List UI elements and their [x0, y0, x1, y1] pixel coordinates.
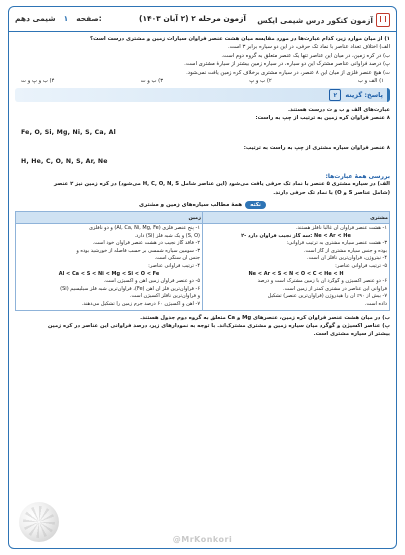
answer-options: [15, 78, 390, 84]
earth-elements-caption: ۸ عنصر فراوان کره زمین به ترتیب از چپ به راست:: [255, 115, 390, 122]
footer-line-1: ب) در میان هشت عنصر فراوان کره زمین، عنصرهای Mg و Ca متعلق به گروه دوم جدول هستند.: [140, 314, 390, 321]
content: [15, 35, 390, 339]
brand: [257, 13, 390, 27]
earth-elements: Fe, O, Si, Mg, Ni, S, Ca, Al: [21, 128, 116, 136]
table-row: ۵- دو عنصر فراوان زمین آهن و اکسیژن است.: [103, 278, 200, 285]
earth-column: [16, 224, 203, 311]
table-row: ۷- بیش از ۹۰٪ آن را هیدروژن (فراوان‌ترین عنصر) تشکیل: [267, 293, 387, 300]
table-row: (S, O) و یک شبه فلز (Si) دارد.: [134, 232, 200, 239]
page-header: [9, 7, 396, 32]
page-frame: [8, 6, 397, 549]
table-row: ۴- نیتروژن، فراوان‌ترین نافلز آن است.: [307, 255, 387, 262]
table-row: ۷- آهن و اکسیژن ۶۰ درصد جرم زمین را تشکیل می‌دهند.: [81, 301, 200, 307]
note-tag: [128, 201, 278, 209]
table-row: ۵- ترتیب فراوانی عناصر:: [335, 263, 387, 270]
page-info: [15, 14, 102, 23]
explanation-intro: عبارت‌های الف و ب و ت درست هستند.: [288, 107, 390, 114]
option-4: ۴) ب و پ و ت: [21, 78, 55, 85]
review-section: [15, 173, 390, 339]
table-row: ۲- فاقد گاز نجیب در هشت عنصر فراوان خود است.: [92, 240, 200, 247]
footer-line-3: بیشتر از سیاره مشتری است.: [313, 331, 390, 338]
brand-title: آزمون کنکور درس شیمی ایکس: [257, 15, 373, 25]
watermark: @MrKonkori: [172, 535, 233, 544]
table-row: Al < Ca < S < Ni < Mg < Si < O < Fe: [58, 270, 160, 277]
book-logo-icon: [376, 13, 390, 27]
jupiter-elements-caption: ۸ عنصر فراوان سیاره مشتری از چپ به راست به ترتیب:: [243, 144, 390, 151]
question-line-d: ت) هیچ عنصر فلزی از میان این ۸ عنصر، در سیاره مشتری برخلاف کره زمین یافت نمی‌شود.: [186, 69, 390, 76]
table-row: ۲- سه گاز نجیب فراوان دارد: Ne < Ar < He: [241, 232, 351, 239]
answer-bar: [15, 88, 390, 102]
answer-label: پاسخ: گزینه: [345, 91, 383, 100]
option-3: ۳) ب و ت: [140, 78, 164, 85]
question-line-c: پ) درصد فراوانی عناصر مشترک این دو سیاره، در سیاره زمین بیشتر از سیارهٔ مشتری است.: [184, 61, 390, 68]
review-line-1: الف) در سیاره مشتری ۵ عنصر با نماد تک حرفی یافت می‌شود (این عناصر شامل H, C, O, N, S می‌شود) در کره زمین نیز ۲ عنصر: [53, 181, 390, 188]
page-number: ۱: [63, 14, 69, 23]
review-line-2: (شامل عناصر S و O) با نماد تک حرفی دارند.: [273, 189, 390, 196]
footer-notes: [15, 314, 390, 339]
table-row: ۳- هشت عنصر سیاره مشتری به ترتیب فراوانی:: [286, 240, 387, 247]
table-row: ۶- فراوان‌ترین فلز آن آهن (Fe)، فراوان‌ترین شبه فلز سیلیسیم (Si): [60, 285, 200, 292]
footer-line-2: پ) عناصر اکسیژن و گوگرد میان سیاره زمین و مشتری مشترک‌اند. با توجه به نمودارهای زیر، درصد فراوانی این عناصر در کره زمین: [47, 323, 390, 329]
table-row: جنس آن سنگی است.: [154, 255, 200, 262]
option-1: ۱) الف و ب: [357, 78, 384, 85]
table-row: داده است.: [364, 301, 387, 307]
note-pill: نکته: [245, 201, 266, 209]
answer-number: ۲: [329, 89, 341, 101]
table-row: ۳- سومین سیاره شمسی بر حسب فاصله از خورشید بوده و: [76, 247, 200, 254]
option-2: ۲) ب و پ: [249, 78, 272, 85]
comparison-table: [15, 211, 390, 311]
table-row: ۱- هشت عنصر فراوان آن غالباً نافلز هستند.: [295, 225, 387, 232]
question-stem: ۱) از میان موارد زیر، کدام عبارت‌ها در مورد مقایسه میان هشت عنصر فراوان سیارات زمین و مشتری درست است؟: [90, 36, 390, 42]
table-row: Ne < Ar < S < N < O < C < He < H: [248, 270, 344, 277]
table-row: فراوانی این عناصر در مشتری کمتر از زمین است.: [282, 285, 387, 292]
table-header-jupiter: مشتری: [203, 212, 390, 224]
explanation: [15, 106, 390, 165]
exam-title: آزمون مرحله ۲ (۲ آبان ۱۴۰۳): [139, 14, 246, 23]
jupiter-column: [203, 224, 390, 311]
jupiter-elements: H, He, C, O, N, S, Ar, Ne: [21, 158, 108, 166]
table-row: بوده و جنس سیاره مشتری از گاز است.: [303, 247, 387, 254]
subject-label: شیمی دهم: [15, 14, 56, 23]
review-title: بررسی همهٔ عبارت‌ها:: [325, 173, 390, 181]
table-row: ۶- دو عنصر اکسیژن و گوگرد آن با زمین مشترک است و درصد: [257, 278, 387, 285]
page-label: صفحه:: [76, 14, 102, 23]
question-block: [15, 35, 390, 84]
table-row: و فراوان‌ترین نافلز اکسیژن است.: [129, 293, 200, 300]
question-line-a: الف) اختلاف تعداد عناصر با نماد تک حرفی، در این دو سیاره برابر ۳ است.: [227, 44, 390, 51]
table-header-earth: زمین: [16, 212, 203, 224]
table-row: ۱- پنج عنصر فلزی (Al, Ca, Ni, Mg, Fe) و دو نافلزی: [88, 225, 200, 232]
table-row: ۴- ترتیب فراوانی عناصر:: [148, 263, 200, 270]
question-line-b: ب) در کره زمین، در میان این عناصر تنها یک عنصر متعلق به گروه دوم است.: [221, 52, 390, 59]
note-title: همهٔ مطالب سیاره‌های زمین و مشتری: [139, 202, 243, 209]
